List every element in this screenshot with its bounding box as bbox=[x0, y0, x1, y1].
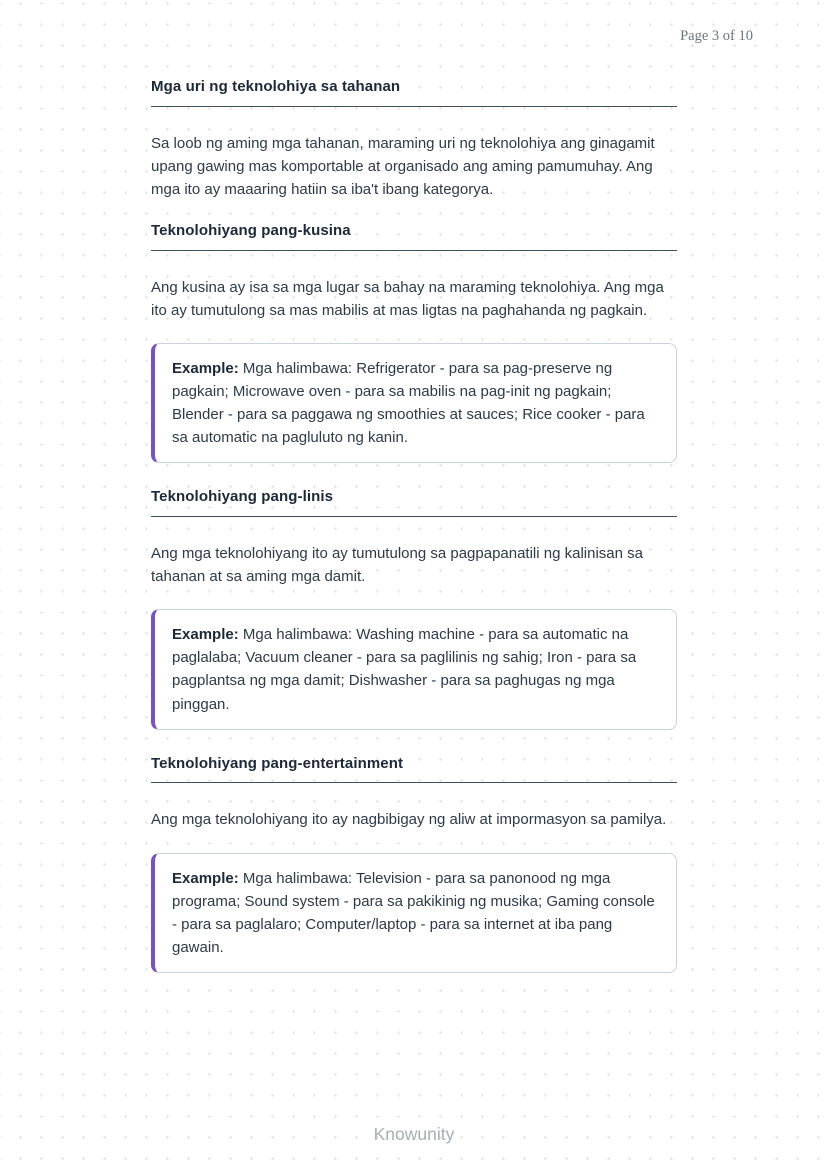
section-paragraph: Ang kusina ay isa sa mga lugar sa bahay na maraming teknolohiya. Ang mga ito ay tumutulong sa mas mabilis at mas ligtas na paghahanda ng pagkain. bbox=[151, 278, 664, 319]
example-text: Mga halimbawa: Television - para sa panonood ng mga programa; Sound system - para sa pakikinig ng musika; Gaming console - para sa paglalaro; Computer/laptop - para sa internet at iba pang gawain. bbox=[172, 869, 655, 956]
section-heading: Teknolohiyang pang-entertainment bbox=[151, 755, 677, 784]
section-heading: Teknolohiyang pang-linis bbox=[151, 488, 677, 517]
section-pang-linis bbox=[151, 488, 677, 729]
section-paragraph: Sa loob ng aming mga tahanan, maraming uri ng teknolohiya ang ginagamit upang gawing mas komportable at organisado ang aming pamumuhay. Ang mga ito ay maaaring hatiin sa iba't ibang kategorya. bbox=[151, 134, 655, 198]
section-paragraph: Ang mga teknolohiyang ito ay nagbibigay ng aliw at impormasyon sa pamilya. bbox=[151, 811, 667, 829]
section-paragraph: Ang mga teknolohiyang ito ay tumutulong sa pagpapanatili ng kalinisan sa tahanan at sa aming mga damit. bbox=[151, 545, 643, 586]
example-text: Mga halimbawa: Washing machine - para sa automatic na paglalaba; Vacuum cleaner - para sa paglilinis ng sahig; Iron - para sa pagplantsa ng mga damit; Dishwasher - para sa paghugas ng mga pinggan. bbox=[172, 626, 637, 713]
example-label: Example: bbox=[172, 869, 239, 887]
document-content bbox=[151, 78, 677, 998]
example-text: Mga halimbawa: Refrigerator - para sa pag-preserve ng pagkain; Microwave oven - para sa mabilis na pag-init ng pagkain; Blender - para sa paggawa ng smoothies at sauces; Rice cooker - para sa automatic na pagluluto ng kanin. bbox=[172, 359, 645, 447]
footer-brand: Knowunity bbox=[373, 1124, 455, 1144]
example-box bbox=[151, 343, 677, 463]
section-heading: Mga uri ng teknolohiya sa tahanan bbox=[151, 78, 677, 107]
section-heading: Teknolohiyang pang-kusina bbox=[151, 222, 677, 251]
section-mga-uri-ng-teknolohiya bbox=[151, 78, 677, 201]
example-label: Example: bbox=[172, 359, 239, 377]
example-box bbox=[151, 853, 677, 973]
section-pang-entertainment bbox=[151, 755, 677, 973]
page-number-indicator: Page 3 of 10 bbox=[680, 28, 753, 44]
example-box bbox=[151, 609, 677, 729]
section-pang-kusina bbox=[151, 222, 677, 463]
example-label: Example: bbox=[172, 626, 239, 644]
